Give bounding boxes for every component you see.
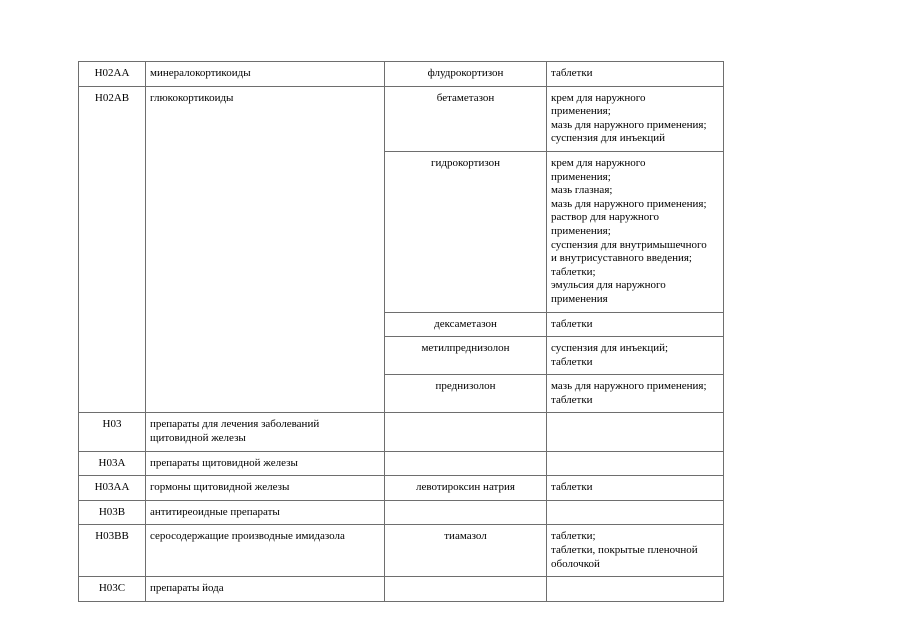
table-row — [79, 312, 724, 337]
drug-name-cell: метилпреднизолон — [385, 337, 547, 375]
drug-name-cell — [385, 577, 547, 602]
table-row — [79, 577, 724, 602]
atc-code-cell — [79, 151, 146, 312]
group-name-cell: препараты щитовидной железы — [146, 451, 385, 476]
medication-table — [78, 61, 724, 602]
table-row — [79, 413, 724, 451]
table-row — [79, 62, 724, 87]
dosage-form-cell: суспензия для инъекций; таблетки — [547, 337, 724, 375]
atc-code-cell — [79, 312, 146, 337]
group-name-cell: антитиреоидные препараты — [146, 500, 385, 525]
dosage-form-cell: таблетки — [547, 312, 724, 337]
group-name-cell: минералокортикоиды — [146, 62, 385, 87]
table-row — [79, 500, 724, 525]
table-row — [79, 151, 724, 312]
drug-name-cell: преднизолон — [385, 375, 547, 413]
atc-code-cell: H03B — [79, 500, 146, 525]
drug-name-cell — [385, 413, 547, 451]
drug-name-cell: дексаметазон — [385, 312, 547, 337]
dosage-form-cell: крем для наружного применения; мазь глазная; мазь для наружного применения; раствор для наружного применения; суспензия для внутримышечного и внутрисуставного введения; таблетки; эмульсия для наружного применения — [547, 151, 724, 312]
table-row — [79, 451, 724, 476]
table-row — [79, 86, 724, 151]
atc-code-cell — [79, 375, 146, 413]
group-name-cell: глюкокортикоиды — [146, 86, 385, 151]
table-row — [79, 476, 724, 501]
drug-name-cell: бетаметазон — [385, 86, 547, 151]
dosage-form-cell: крем для наружного применения; мазь для наружного применения; суспензия для инъекций — [547, 86, 724, 151]
dosage-form-cell: таблетки — [547, 62, 724, 87]
table-row — [79, 525, 724, 577]
dosage-form-cell: таблетки; таблетки, покрытые пленочной оболочкой — [547, 525, 724, 577]
group-name-cell — [146, 337, 385, 375]
dosage-form-cell: таблетки — [547, 476, 724, 501]
atc-code-cell — [79, 337, 146, 375]
group-name-cell — [146, 312, 385, 337]
drug-name-cell: левотироксин натрия — [385, 476, 547, 501]
group-name-cell: препараты для лечения заболеваний щитовидной железы — [146, 413, 385, 451]
dosage-form-cell — [547, 500, 724, 525]
group-name-cell: гормоны щитовидной железы — [146, 476, 385, 501]
atc-code-cell: H03 — [79, 413, 146, 451]
drug-name-cell — [385, 500, 547, 525]
dosage-form-cell: мазь для наружного применения; таблетки — [547, 375, 724, 413]
atc-code-cell: H03C — [79, 577, 146, 602]
group-name-cell: препараты йода — [146, 577, 385, 602]
atc-code-cell: H02AB — [79, 86, 146, 151]
atc-code-cell: H02AA — [79, 62, 146, 87]
drug-name-cell: флудрокортизон — [385, 62, 547, 87]
dosage-form-cell — [547, 577, 724, 602]
atc-code-cell: H03A — [79, 451, 146, 476]
group-name-cell: серосодержащие производные имидазола — [146, 525, 385, 577]
atc-code-cell: H03BB — [79, 525, 146, 577]
drug-name-cell: гидрокортизон — [385, 151, 547, 312]
table-row — [79, 375, 724, 413]
table-row — [79, 337, 724, 375]
group-name-cell — [146, 151, 385, 312]
drug-name-cell — [385, 451, 547, 476]
dosage-form-cell — [547, 413, 724, 451]
dosage-form-cell — [547, 451, 724, 476]
group-name-cell — [146, 375, 385, 413]
drug-name-cell: тиамазол — [385, 525, 547, 577]
atc-code-cell: H03AA — [79, 476, 146, 501]
